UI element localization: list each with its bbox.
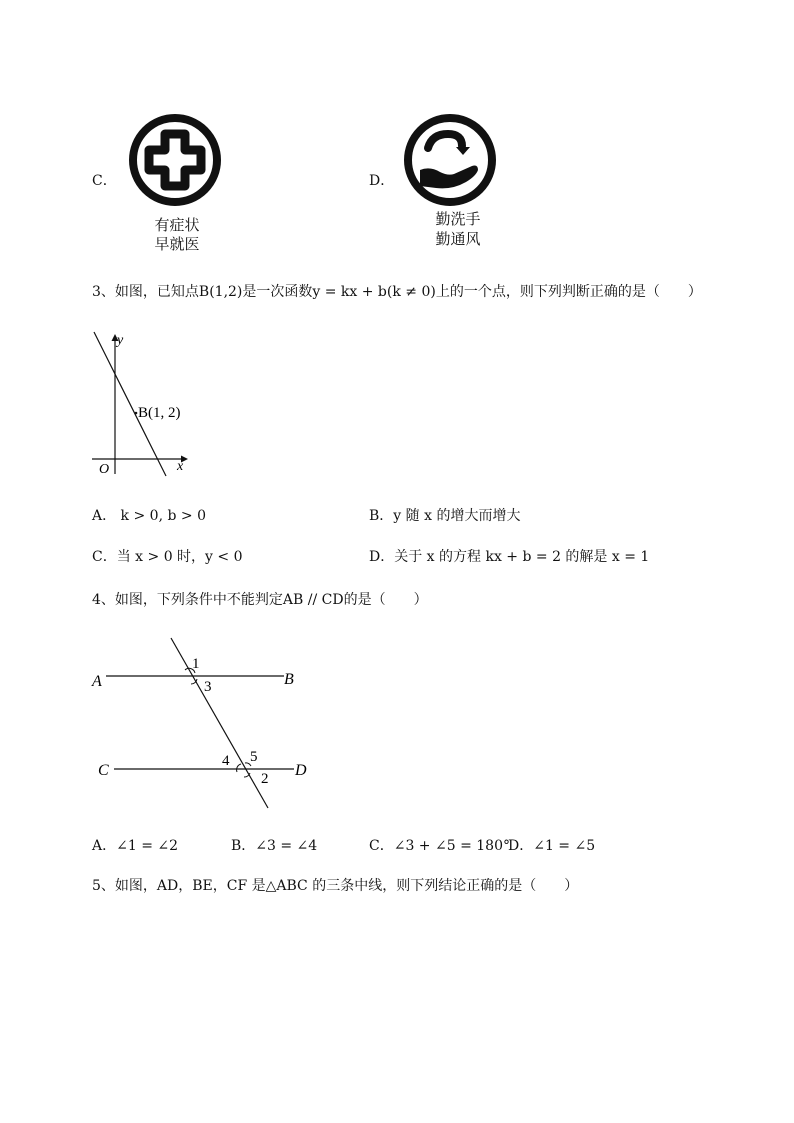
q2-option-d-caption-2: 勤通风 bbox=[435, 230, 481, 248]
angle-4-label: 4 bbox=[222, 753, 230, 769]
q5-stem: 5、如图，AD，BE，CF 是△ABC 的三条中线，则下列结论正确的是（ ） bbox=[92, 878, 579, 894]
q4-parallel-lines-figure bbox=[88, 630, 318, 815]
angle-5-label: 5 bbox=[250, 749, 258, 765]
point-b bbox=[135, 412, 138, 415]
q2-option-d-caption-1: 勤洗手 bbox=[435, 210, 481, 228]
q4-option-d: D．∠1 = ∠5 bbox=[508, 838, 596, 854]
q3-linear-function-graph bbox=[88, 328, 200, 478]
q4-option-b: B．∠3 = ∠4 bbox=[231, 838, 318, 854]
transversal bbox=[171, 638, 268, 808]
point-c-label: C bbox=[98, 762, 109, 779]
hand-washing-icon bbox=[398, 114, 502, 206]
q4-option-c: C．∠3 + ∠5 = 180° bbox=[369, 838, 510, 854]
q4-option-a: A．∠1 = ∠2 bbox=[92, 838, 179, 854]
point-a-label: A bbox=[92, 673, 102, 690]
angle-3-arc bbox=[191, 679, 197, 684]
q2-option-c-caption-2: 早就医 bbox=[154, 235, 200, 253]
angle-1-label: 1 bbox=[192, 656, 200, 672]
q3-stem: 3、如图，已知点B(1,2)是一次函数y = kx + b(k ≠ 0)上的一个点，则下列判断正确的是（ ） bbox=[92, 284, 702, 300]
function-line bbox=[94, 332, 166, 476]
origin-label: O bbox=[99, 462, 110, 477]
q2-option-d-label: D． bbox=[369, 173, 395, 189]
medical-cross-icon bbox=[124, 114, 226, 206]
q2-option-c-caption-1: 有症状 bbox=[154, 216, 200, 234]
angle-4-arc bbox=[237, 764, 241, 772]
q3-option-d: D．关于 x 的方程 kx + b = 2 的解是 x = 1 bbox=[369, 549, 650, 565]
q3-option-a: A． k > 0, b > 0 bbox=[92, 508, 206, 524]
q3-option-b: B．y 随 x 的增大而增大 bbox=[369, 508, 521, 524]
q4-stem: 4、如图，下列条件中不能判定AB // CD的是（ ） bbox=[92, 592, 428, 608]
y-axis-label: y bbox=[117, 333, 124, 348]
point-d-label: D bbox=[295, 762, 307, 779]
x-axis-label: x bbox=[177, 459, 184, 474]
q2-option-c-label: C． bbox=[92, 173, 117, 189]
angle-3-label: 3 bbox=[204, 679, 212, 695]
angle-2-arc bbox=[244, 773, 250, 777]
q3-option-c: C．当 x > 0 时，y < 0 bbox=[92, 549, 243, 565]
point-b-label: B(1, 2) bbox=[138, 405, 181, 421]
angle-2-label: 2 bbox=[261, 771, 269, 787]
point-b-label: B bbox=[284, 671, 294, 688]
